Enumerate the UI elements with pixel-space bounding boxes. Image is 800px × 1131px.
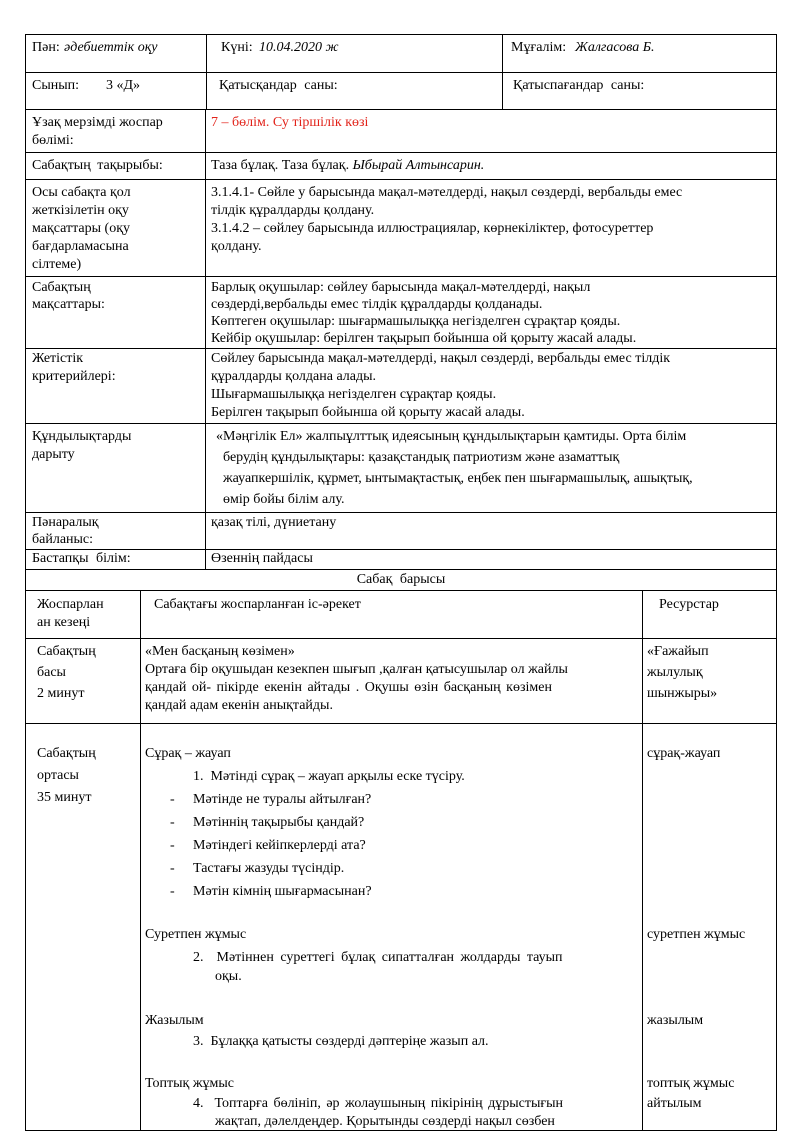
- question-dash-2: -: [170, 815, 175, 830]
- question-1: Мәтінде не туралы айтылған?: [193, 792, 372, 807]
- question-dash-1: -: [170, 792, 175, 807]
- lesson-section-title: Сабақ барысы: [356, 572, 446, 587]
- class-value: 3 «Д»: [106, 78, 141, 93]
- middle-stage-2: ортасы: [37, 768, 79, 783]
- start-resource-1: «Ғажайып: [647, 644, 709, 659]
- question-4: Тастағы жазуды түсіндір.: [193, 861, 345, 876]
- prior-value: Өзеннің пайдасы: [211, 551, 313, 566]
- plan-section-value: 7 – бөлім. Су тіршілік көзі: [211, 115, 369, 130]
- criteria-line-4: Берілген тақырып бойынша ой қорыту жасай алады.: [211, 405, 525, 420]
- start-stage-3: 2 минут: [37, 686, 85, 701]
- goals-label-2: мақсаттары:: [32, 297, 105, 312]
- absent-label: Қатыспағандар саны:: [513, 78, 645, 93]
- goals-line-4: Кейбір оқушылар: берілген тақырып бойынша ой қорыту жасай алады.: [211, 331, 637, 346]
- values-line-2: берудің құндылықтары: қазақстандық патриотизм және азаматтық: [223, 450, 620, 465]
- picture-item-1: 2. Мәтіннен суреттегі бұлақ сипатталған жолдарды тауып: [193, 950, 563, 965]
- question-3: Мәтіндегі кейіпкерлерді ата?: [193, 838, 366, 853]
- values-line-1: «Мәңгілік Ел» жалпыұлттық идеясының құндылықтарын қамтиды. Орта білім: [216, 429, 687, 444]
- question-2: Мәтіннің тақырыбы қандай?: [193, 815, 365, 830]
- group-title: Топтық жұмыс: [145, 1076, 234, 1091]
- writing-title: Жазылым: [145, 1013, 204, 1028]
- group-item-2: жақтап, дәлелдеңдер. Қорытынды сөздерді нақыл сөзбен: [215, 1114, 555, 1129]
- teacher-label: Мұғалім:: [511, 40, 567, 55]
- criteria-line-3: Шығармашылыққа негізделген сұрақтар қояды.: [211, 387, 497, 402]
- picture-item-2: оқы.: [215, 969, 242, 984]
- values-label-1: Құндылықтарды: [32, 429, 132, 444]
- criteria-line-1: Сөйлеу барысында мақал-мәтелдерді, нақыл сөздерді, вербальды емес тілдік: [211, 351, 671, 366]
- date-value: 10.04.2020 ж: [259, 40, 339, 55]
- class-label: Сынып:: [32, 78, 80, 93]
- interdisc-label-2: байланыс:: [32, 532, 94, 547]
- objectives-label-3: мақсаттары (оқу: [32, 221, 131, 236]
- middle-stage-1: Сабақтың: [37, 746, 96, 761]
- interdisc-label-1: Пәнаралық: [32, 515, 99, 530]
- group-resource-1: топтық жұмыс: [647, 1076, 735, 1091]
- objectives-label-2: жеткізілетін оқу: [32, 203, 129, 218]
- objectives-line-2: тілдік құралдарды қолдану.: [211, 203, 375, 218]
- interdisc-value: қазақ тілі, дүниетану: [211, 515, 337, 530]
- picture-resource: суретпен жұмыс: [647, 927, 746, 942]
- date-label: Күні:: [221, 40, 253, 55]
- topic-value: [211, 157, 484, 175]
- topic-title: Таза бұлақ. Таза бұлақ.: [211, 158, 350, 173]
- question-dash-4: -: [170, 861, 175, 876]
- qa-item: 1. Мәтінді сұрақ – жауап арқылы еске түсіру.: [193, 769, 465, 784]
- question-dash-3: -: [170, 838, 175, 853]
- topic-label: Сабақтың тақырыбы:: [32, 158, 163, 173]
- qa-resource: сұрақ-жауап: [647, 746, 721, 761]
- start-stage-1: Сабақтың: [37, 644, 96, 659]
- teacher-value: Жалгасова Б.: [575, 40, 655, 55]
- question-dash-5: -: [170, 884, 175, 899]
- goals-line-1: Барлық оқушылар: сөйлеу барысында мақал-мәтелдерді, нақыл: [211, 280, 591, 295]
- goals-line-2: сөздерді,вербальды емес тілдік құралдарды қолданады.: [211, 297, 543, 312]
- col-activity: Сабақтағы жоспарланған іс-әрекет: [154, 597, 361, 612]
- prior-label: Бастапқы білім:: [32, 551, 131, 566]
- start-text-2: қандай ой- пікірде екенін айтады . Оқушы өзін басқаның көзімен: [145, 680, 552, 695]
- values-line-3: жауапкершілік, құрмет, ынтымақтастық, еңбек пен шығармашылық, ашықтық,: [223, 471, 693, 486]
- question-5: Мәтін кімнің шығармасынан?: [193, 884, 372, 899]
- col-stage-1: Жоспарлан: [37, 597, 104, 612]
- objectives-line-4: қолдану.: [211, 239, 262, 254]
- criteria-line-2: құралдарды қолдана алады.: [211, 369, 377, 384]
- picture-title: Суретпен жұмыс: [145, 927, 247, 942]
- criteria-label-1: Жетістік: [32, 351, 84, 366]
- start-title: «Мен басқаның көзімен»: [145, 644, 295, 659]
- group-item-1: 4. Топтарға бөлініп, әр жолаушының пікірінің дұрыстығын: [193, 1096, 563, 1111]
- topic-author: Ыбырай Алтынсарин.: [352, 158, 485, 173]
- values-label-2: дарыту: [32, 447, 75, 462]
- subject-label: Пән:: [32, 40, 60, 55]
- col-stage-2: ан кезеңі: [37, 615, 91, 630]
- writing-item: 3. Бұлаққа қатысты сөздерді дәптеріңе жазып ал.: [193, 1034, 489, 1049]
- start-resource-2: жылулық: [647, 665, 703, 680]
- subject-value: әдебиеттік оқу: [64, 40, 158, 55]
- plan-section-label-2: бөлімі:: [32, 133, 74, 148]
- objectives-label-4: бағдарламасына: [32, 239, 129, 254]
- start-text-1: Ортаға бір оқушыдан кезекпен шығып ,қалған қатысушылар ол жайлы: [145, 662, 568, 677]
- col-resources: Ресурстар: [659, 597, 719, 612]
- goals-label-1: Сабақтың: [32, 280, 91, 295]
- objectives-line-1: 3.1.4.1- Сөйле у барысында мақал-мәтелдерді, нақыл сөздерді, вербальды емес: [211, 185, 683, 200]
- start-stage-2: басы: [37, 665, 66, 680]
- start-resource-3: шынжыры»: [647, 686, 718, 701]
- objectives-line-3: 3.1.4.2 – сөйлеу барысында иллюстрациялар, көрнекіліктер, фотосуреттер: [211, 221, 654, 236]
- present-label: Қатысқандар саны:: [219, 78, 338, 93]
- goals-line-3: Көптеген оқушылар: шығармашылыққа негізделген сұрақтар қояды.: [211, 314, 621, 329]
- qa-title: Сұрақ – жауап: [145, 746, 231, 761]
- objectives-label-5: сілтеме): [32, 257, 82, 272]
- criteria-label-2: критерийлері:: [32, 369, 116, 384]
- start-text-3: қандай адам екенін анықтайды.: [145, 698, 333, 713]
- plan-section-label-1: Ұзақ мерзімді жоспар: [32, 115, 163, 130]
- group-resource-2: айтылым: [647, 1096, 702, 1111]
- objectives-label-1: Осы сабақта қол: [32, 185, 131, 200]
- values-line-4: өмір бойы білім алу.: [223, 492, 345, 507]
- middle-stage-3: 35 минут: [37, 790, 92, 805]
- writing-resource: жазылым: [647, 1013, 704, 1028]
